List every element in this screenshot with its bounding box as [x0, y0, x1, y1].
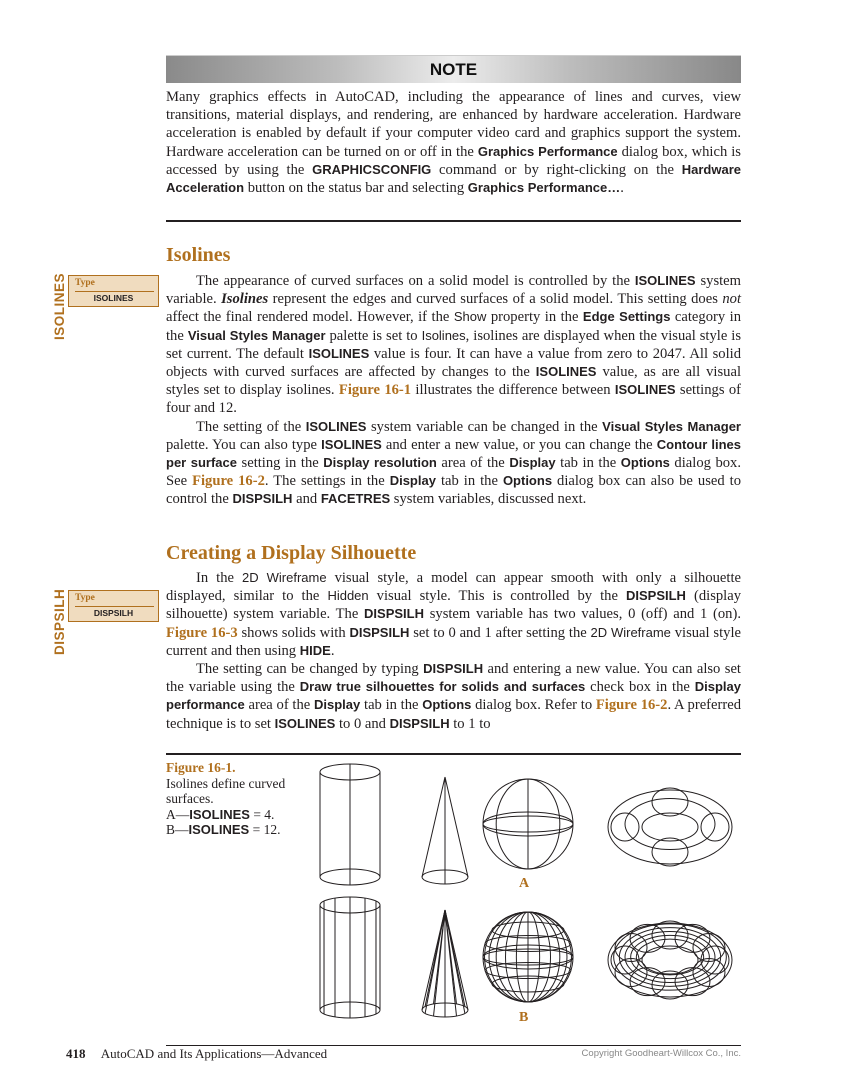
command-term: Graphics Performance…: [467, 180, 621, 196]
note-body: [166, 88, 741, 197]
command-term: Edge Settings: [582, 309, 671, 325]
command-term: Options: [620, 455, 670, 471]
text-segment: area of the: [436, 455, 510, 472]
figure-reference-link[interactable]: Figure 16-2: [192, 473, 265, 490]
command-term: ISOLINES: [308, 345, 370, 361]
figure-label-a: A: [519, 876, 530, 891]
type-label: Type: [75, 278, 95, 288]
text-segment: settings of four and 12.: [166, 382, 741, 417]
text-segment: The setting can be changed by typing: [196, 661, 424, 678]
command-term: Visual Styles Manager: [187, 327, 326, 343]
figure-reference-link[interactable]: Figure 16-1: [338, 382, 412, 399]
command-term: ISOLINES: [535, 364, 597, 380]
torus-b: [636, 939, 703, 975]
text-segment: Show: [453, 309, 487, 325]
text-segment: .: [330, 642, 335, 659]
text-segment: tab in the: [555, 455, 621, 472]
text-segment: palette. You can also type: [166, 436, 322, 453]
text-segment: affect the final rendered model. However, if the: [166, 309, 454, 326]
isolines-paragraph-1: [166, 272, 741, 418]
command-term: Display performance: [166, 679, 742, 713]
text-segment: The appearance of curved surfaces on a solid model is controlled by the: [196, 273, 635, 289]
command-term: DISPSILH: [423, 661, 484, 677]
command-term: DISPSILH: [625, 588, 686, 604]
text-segment: and entering a new value. You can also set the variable using the: [166, 661, 741, 696]
isolines-margin-label: ISOLINES: [52, 272, 67, 340]
dispsilh-margin-label: DISPSILH: [52, 588, 67, 655]
command-term: Display resolution: [323, 455, 437, 471]
text-segment: visual style, a model can appear smooth with only a silhouette displayed, similar to the: [166, 570, 741, 605]
command-term: DISPSILH: [232, 491, 293, 507]
text-segment: dialog box, which is accessed by using the: [166, 143, 741, 178]
text-segment: (display silhouette) system variable. The: [166, 588, 742, 623]
isolines-heading: Isolines: [166, 244, 231, 266]
isolines-body: [166, 272, 741, 509]
text-segment: Isolines: [421, 327, 466, 343]
command-term: Display: [389, 473, 436, 489]
text-segment: area of the: [244, 697, 315, 714]
command-term: FACETRES: [320, 491, 391, 507]
figure-line-a: A—ISOLINES = 4.: [166, 806, 275, 822]
text-segment: 2D Wireframe: [242, 570, 327, 585]
text-segment: shows solids with: [237, 624, 350, 641]
figure-illustration: [300, 760, 750, 1030]
command-term: DISPSILH: [364, 606, 425, 622]
text-segment: Isolines: [221, 291, 269, 308]
type-label: Type: [75, 593, 95, 603]
torus-a: [642, 813, 698, 841]
text-segment: check box in the: [585, 679, 695, 696]
command-term: Display: [509, 455, 556, 471]
text-segment: to 0 and: [335, 715, 390, 732]
text-segment: system variable has two values, 0 (off) and 1 (on).: [424, 606, 741, 623]
command-term: DISPSILH: [389, 715, 450, 731]
text-segment: . A preferred technique is to set: [166, 697, 742, 732]
command-term: Options: [422, 697, 472, 713]
text-segment: tab in the: [360, 697, 423, 714]
text-segment: palette is set to: [325, 327, 422, 344]
command-term: ISOLINES: [305, 418, 367, 434]
copyright: Copyright Goodheart-Willcox Co., Inc.: [581, 1048, 741, 1059]
type-value: DISPSILH: [93, 608, 134, 618]
isolines-type-box: [68, 275, 159, 307]
figure-title: Figure 16-1.: [166, 760, 236, 775]
text-segment: system variables, discussed next.: [390, 491, 587, 508]
text-segment: dialog box. See: [166, 455, 741, 490]
figure-description: Isolines define curved surfaces.: [166, 775, 286, 806]
text-segment: tab in the: [435, 473, 503, 490]
command-term: Hardware Acceleration: [166, 161, 741, 196]
note-divider: [166, 220, 741, 222]
text-segment: category in the: [166, 309, 741, 344]
page-footer: [66, 1046, 741, 1062]
figure-divider: [166, 753, 741, 755]
note-title: NOTE: [429, 60, 478, 79]
text-segment: visual style current and then using: [166, 624, 741, 659]
isolines-paragraph-2: [166, 418, 741, 509]
text-segment: command or by right-clicking on the: [431, 161, 682, 178]
command-term: Display: [314, 697, 361, 713]
book-title: AutoCAD and Its Applications—Advanced: [100, 1046, 328, 1061]
silhouette-heading: Creating a Display Silhouette: [166, 542, 417, 564]
text-segment: setting in the: [237, 455, 324, 472]
text-segment: value, as are all visual styles set to display isolines.: [166, 364, 741, 399]
command-term: Options: [502, 473, 553, 489]
note-paragraph: [166, 88, 741, 197]
silhouette-body: [166, 569, 741, 733]
figure-label-b: B: [519, 1010, 529, 1025]
text-segment: system variable.: [166, 273, 742, 308]
text-segment: button on the status bar and selecting: [244, 180, 468, 197]
figure-reference-link[interactable]: Figure 16-3: [166, 624, 238, 641]
text-segment: property in the: [486, 309, 583, 326]
text-segment: visual style. This is controlled by the: [368, 588, 626, 605]
note-header: [166, 55, 741, 83]
text-segment: 2D Wireframe: [590, 624, 671, 640]
text-segment: The setting of the: [196, 418, 306, 435]
command-term: Visual Styles Manager: [602, 418, 741, 434]
torus-b: [642, 946, 698, 974]
text-segment: and: [292, 491, 321, 508]
text-segment: dialog box. Refer to: [471, 697, 596, 714]
torus-a: [608, 790, 732, 864]
text-segment: In the: [196, 570, 243, 586]
page-number: 418: [66, 1046, 86, 1061]
command-term: Contour lines per surface: [166, 436, 741, 471]
command-term: Graphics Performance: [477, 143, 618, 159]
silhouette-paragraph-2: [166, 660, 741, 733]
text-segment: represent the edges and curved surfaces of a solid model. This setting does: [268, 291, 723, 308]
command-term: ISOLINES: [274, 715, 336, 731]
text-segment: .: [620, 180, 624, 197]
text-segment: dialog box can also be used to control the: [166, 473, 741, 508]
command-term: HIDE: [299, 642, 331, 658]
text-segment: . The settings in the: [264, 473, 390, 490]
text-segment: value is four. It can have a value from zero to 2047. All solid objects with curved surfaces are affected by changes to the: [166, 345, 741, 381]
text-segment: to 1 to: [449, 715, 491, 732]
figure-reference-link[interactable]: Figure 16-2: [595, 697, 668, 714]
command-term: DISPSILH: [349, 624, 410, 640]
text-segment: illustrates the difference between: [411, 382, 615, 399]
figure-line-b: B—ISOLINES = 12.: [166, 822, 281, 837]
figure-caption: [166, 760, 306, 838]
command-term: GRAPHICSCONFIG: [312, 161, 432, 177]
text-segment: Many graphics effects in AutoCAD, including the appearance of lines and curves, view transitions, material displays, and rendering, are enhanced by hardware acceleration. Hardware acceleration is enabled by default if your computer video card and graphics support the system. Hardware acceleration can be turned on or off in the: [166, 89, 741, 160]
cone-a: [422, 777, 445, 877]
command-term: ISOLINES: [321, 436, 382, 452]
text-segment: set to 0 and 1 after setting the: [409, 624, 591, 641]
torus-a: [652, 788, 688, 816]
text-segment: and enter a new value, or you can change the: [381, 436, 657, 453]
text-segment: system variable can be changed in the: [366, 418, 603, 435]
cone-a: [445, 777, 468, 877]
torus-b: [619, 928, 720, 987]
command-term: ISOLINES: [634, 273, 696, 288]
torus-a: [652, 838, 688, 866]
type-value: ISOLINES: [93, 293, 134, 303]
text-segment: , isolines are displayed when the visual style is set current. The default: [166, 327, 742, 362]
dispsilh-type-box: [68, 590, 159, 622]
silhouette-paragraph-1: [166, 569, 741, 660]
command-term: Draw true silhouettes for solids and surfaces: [299, 679, 586, 695]
command-term: ISOLINES: [614, 382, 676, 398]
text-segment: Hidden: [327, 588, 369, 604]
text-segment: not: [722, 291, 742, 308]
